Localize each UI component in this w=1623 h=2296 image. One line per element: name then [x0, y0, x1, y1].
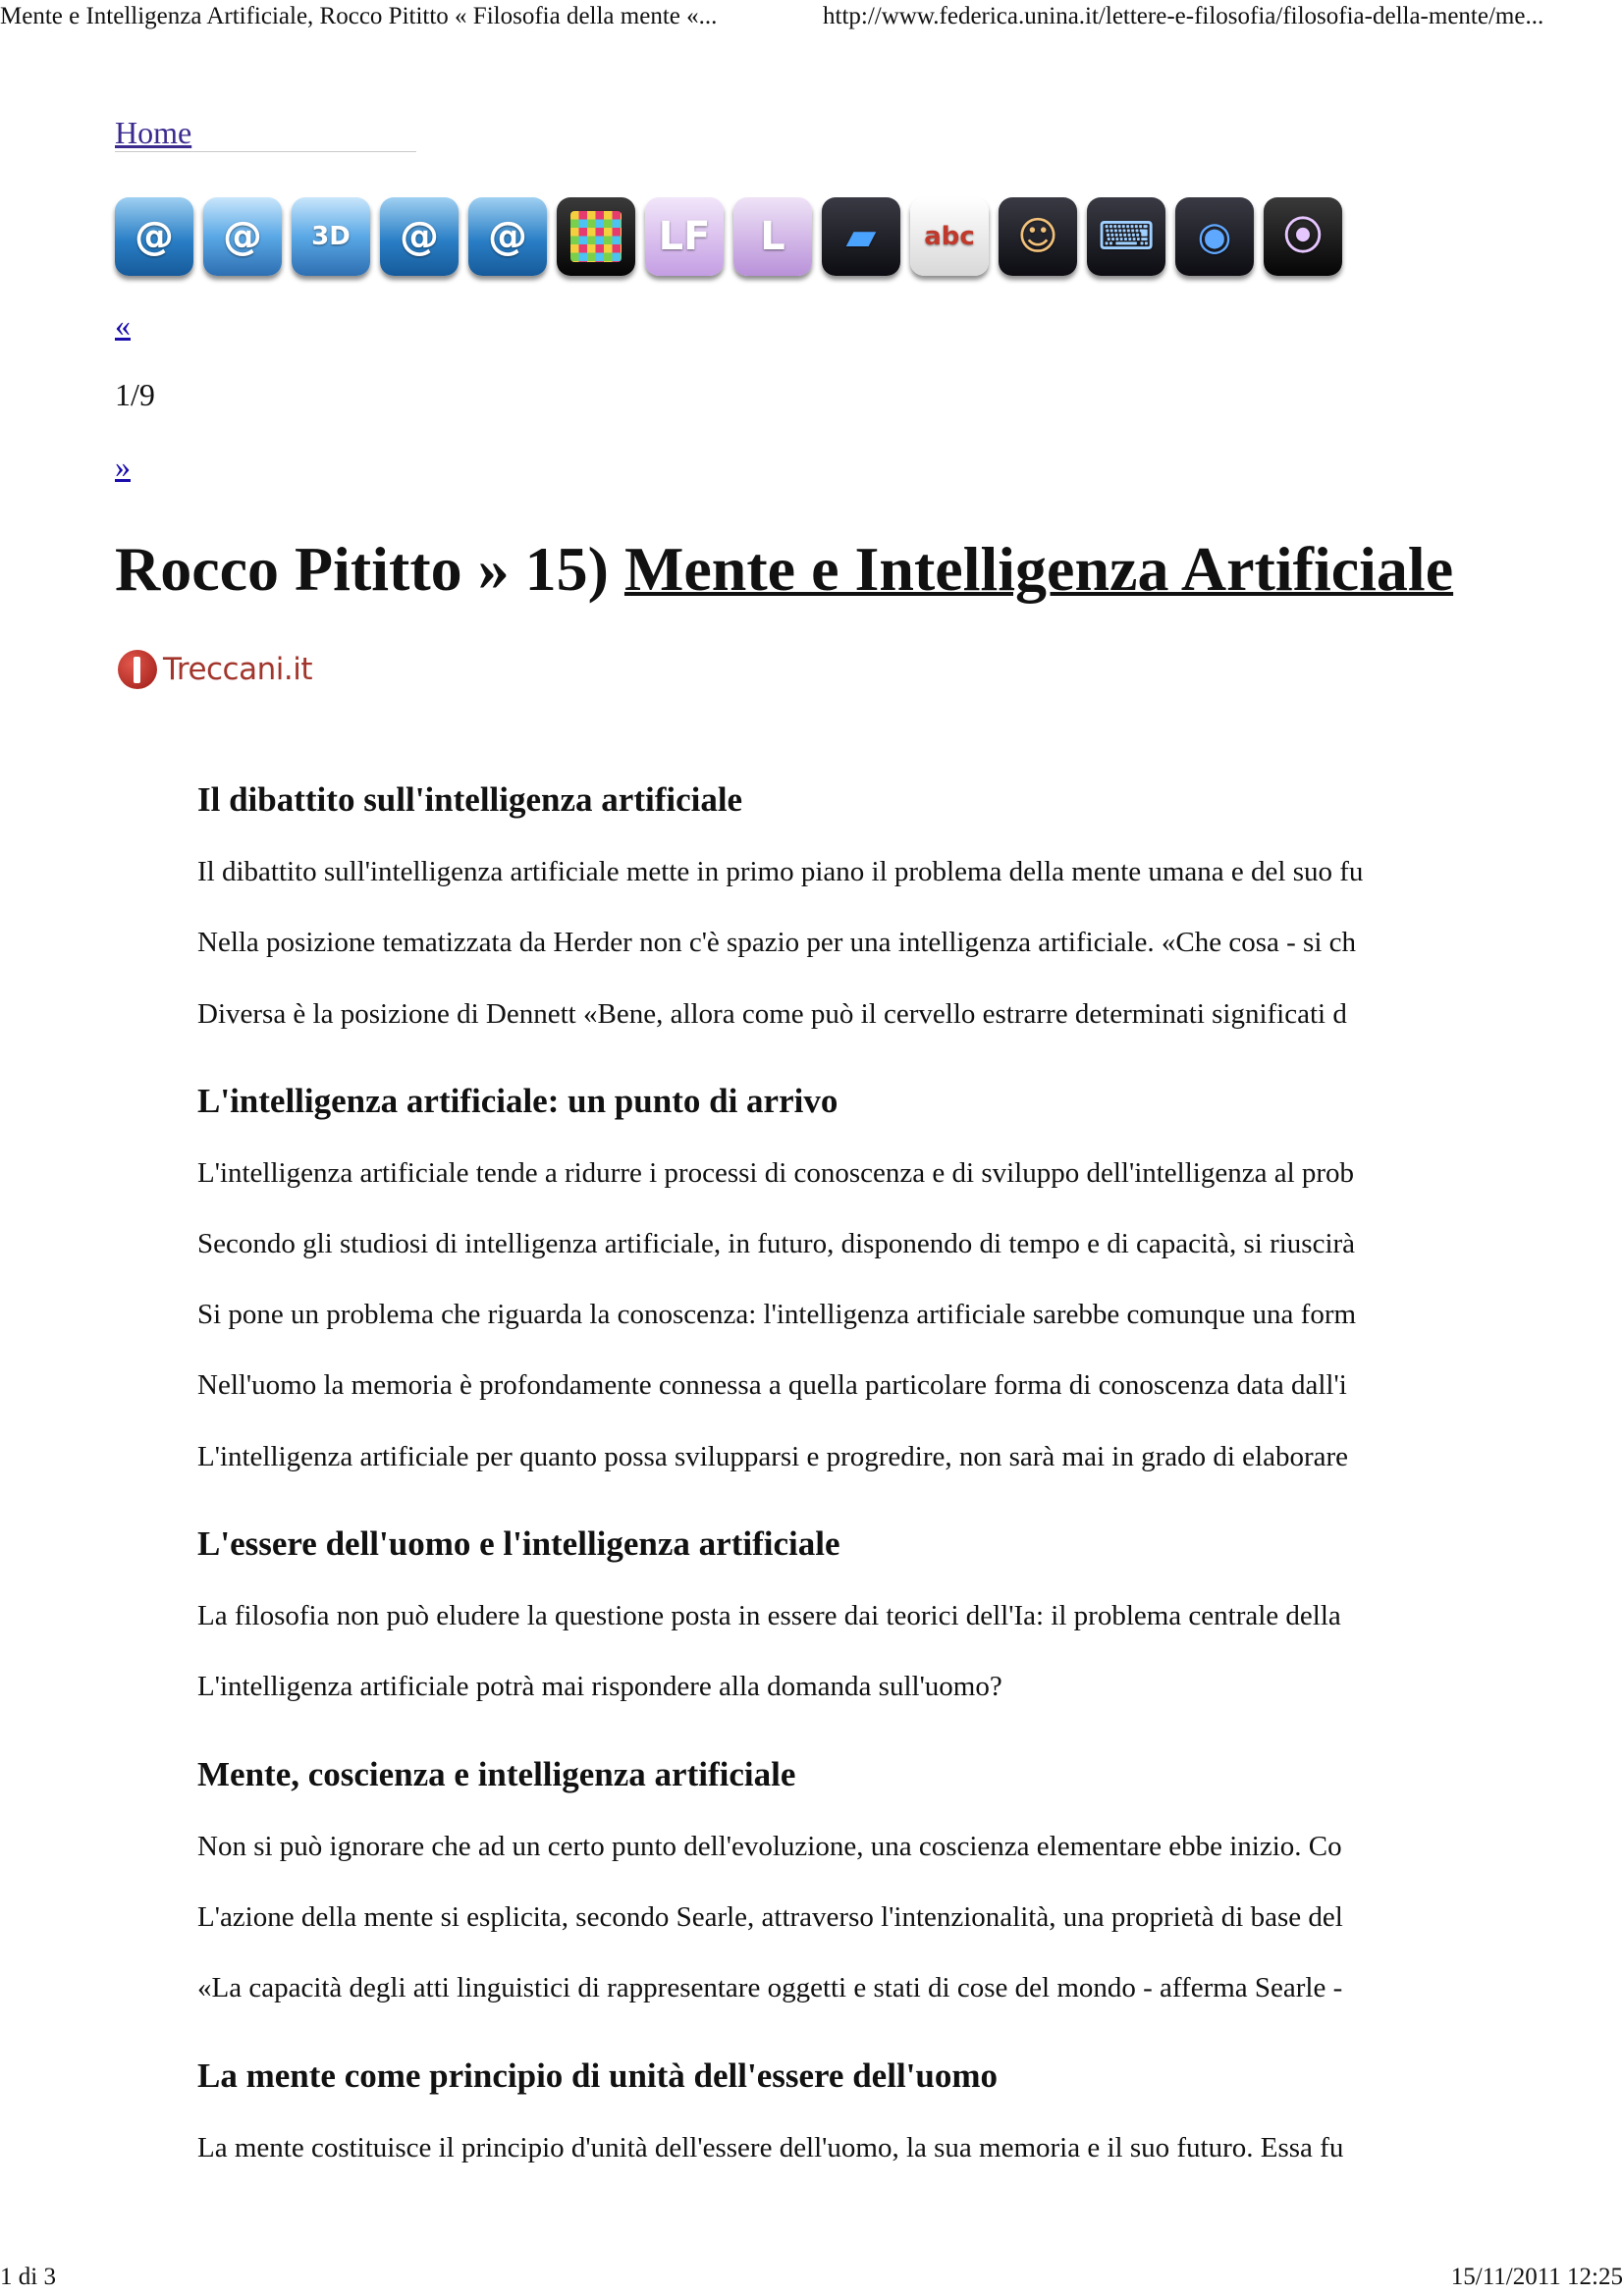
paragraph: La mente costituisce il principio d'unità dell'essere dell'uomo, la sua memoria e il suo futuro. Essa fu — [197, 2132, 1344, 2163]
treccani-logo[interactable] — [118, 648, 312, 691]
paragraph: Non si può ignorare che ad un certo punto dell'evoluzione, una coscienza elementare ebbe inizio. Co — [197, 1831, 1342, 1862]
federica-doc-icon[interactable]: @ — [468, 197, 547, 276]
section-title: L'essere dell'uomo e l'intelligenza artificiale — [197, 1524, 840, 1563]
pager-count: 1/9 — [115, 377, 155, 412]
print-header-title: Mente e Intelligenza Artificiale, Rocco Pititto « Filosofia della mente «... — [0, 3, 718, 29]
paragraph: «La capacità degli atti linguistici di rappresentare oggetti e stati di cose del mondo - afferma Searle - — [197, 1972, 1343, 2003]
podcast-icon[interactable]: ⦿ — [1264, 197, 1342, 276]
people-icon[interactable]: ☺ — [999, 197, 1077, 276]
federica-ebook-icon[interactable]: @ — [203, 197, 282, 276]
paragraph: L'azione della mente si esplicita, secondo Searle, attraverso l'intenzionalità, una proprietà di base del — [197, 1901, 1343, 1933]
paragraph: Diversa è la posizione di Dennett «Bene, allora come può il cervello estrarre determinati significati d — [197, 998, 1347, 1030]
section-title: Mente, coscienza e intelligenza artificiale — [197, 1755, 796, 1793]
paragraph: Il dibattito sull'intelligenza artificiale mette in primo piano il problema della mente umana e del suo fu — [197, 856, 1364, 887]
paragraph: La filosofia non può eludere la questione posta in essere dai teorici dell'Ia: il problema centrale della — [197, 1600, 1341, 1631]
print-footer-datetime: 15/11/2011 12:25 — [1450, 2264, 1623, 2290]
paragraph: Nell'uomo la memoria è profondamente connessa a quella particolare forma di conoscenza data dall'i — [197, 1369, 1347, 1401]
paragraph: L'intelligenza artificiale tende a ridurre i processi di conoscenza e di sviluppo dell'intelligenza al prob — [197, 1157, 1355, 1189]
paragraph: Secondo gli studiosi di intelligenza artificiale, in futuro, disponendo di tempo e di capacità, si riuscirà — [197, 1228, 1356, 1259]
section-title: L'intelligenza artificiale: un punto di arrivo — [197, 1082, 839, 1120]
federica-at-icon[interactable]: @ — [115, 197, 193, 276]
pager-next-link[interactable]: » — [115, 449, 131, 484]
folder-icon[interactable]: ▰ — [822, 197, 900, 276]
page-title — [115, 530, 1453, 609]
federica-compass-icon[interactable]: @ — [380, 197, 459, 276]
page-title-author: Rocco Pititto » 15) — [115, 534, 624, 604]
print-header — [0, 0, 1623, 35]
print-footer — [0, 2261, 1623, 2296]
paragraph: Si pone un problema che riguarda la conoscenza: l'intelligenza artificiale sarebbe comunque una form — [197, 1299, 1357, 1330]
abc-check-icon[interactable]: abc — [910, 197, 989, 276]
section-title: La mente come principio di unità dell'essere dell'uomo — [197, 2056, 999, 2095]
globe-icon[interactable]: ◉ — [1175, 197, 1254, 276]
paragraph: L'intelligenza artificiale potrà mai rispondere alla domanda sull'uomo? — [197, 1671, 1002, 1702]
home-link[interactable]: Home — [115, 115, 192, 150]
page-title-link[interactable]: Mente e Intelligenza Artificiale — [623, 534, 1454, 604]
keyboard-icon[interactable]: ⌨ — [1087, 197, 1165, 276]
pager-prev-link[interactable]: « — [115, 307, 131, 343]
print-footer-page: 1 di 3 — [0, 2264, 56, 2290]
checker-grid-icon[interactable] — [557, 197, 635, 276]
treccani-logo-icon — [118, 650, 157, 689]
section-title: Il dibattito sull'intelligenza artificiale — [197, 780, 743, 819]
home-divider — [115, 151, 416, 152]
icon-bar — [115, 197, 1352, 280]
lf-globe-icon[interactable]: L — [733, 197, 812, 276]
paragraph: Nella posizione tematizzata da Herder non c'è spazio per una intelligenza artificiale. «Che cosa - si ch — [197, 927, 1357, 958]
paragraph: L'intelligenza artificiale per quanto possa svilupparsi e progredire, non sarà mai in grado di elaborare — [197, 1441, 1349, 1472]
lf-icon[interactable]: LF — [645, 197, 724, 276]
treccani-logo-text: Treccani.it — [163, 652, 312, 687]
print-header-url: http://www.federica.unina.it/lettere-e-filosofia/filosofia-della-mente/me... — [823, 3, 1544, 29]
checker-pattern — [570, 211, 622, 262]
federica-3d-icon[interactable]: 3D — [292, 197, 370, 276]
